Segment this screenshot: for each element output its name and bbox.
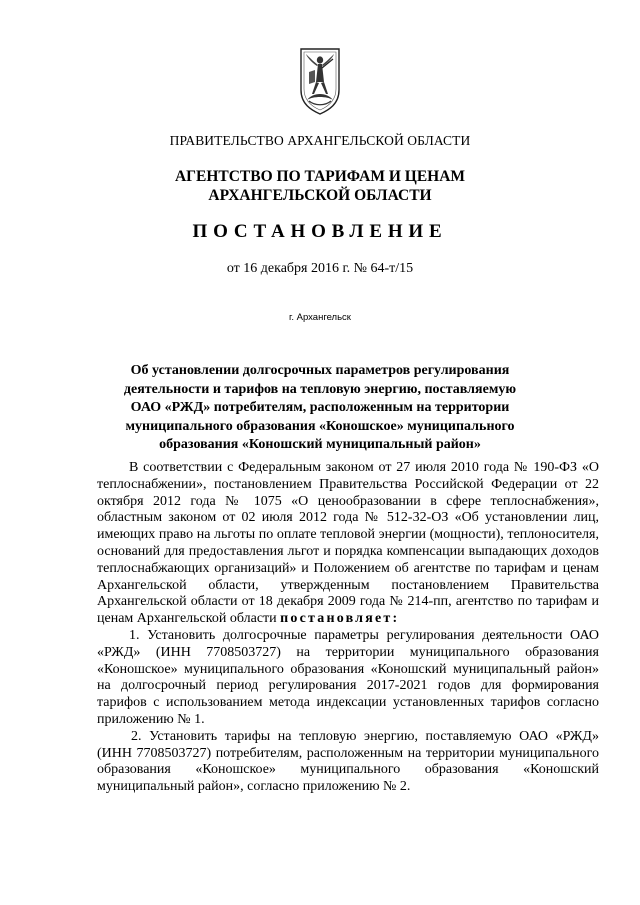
subject-line: ОАО «РЖД» потребителям, расположенным на территории [130, 400, 510, 416]
subject-line: Об установлении долгосрочных параметров регулирования [130, 363, 510, 378]
subject-line: муниципального образования «Коношское» муниципального [125, 418, 515, 434]
preamble-paragraph [97, 460, 599, 628]
government-name: ПРАВИТЕЛЬСТВО АРХАНГЕЛЬСКОЙ ОБЛАСТИ [169, 133, 471, 148]
decree-subject [0, 362, 640, 455]
decree-body [97, 460, 599, 796]
agency-name [0, 167, 640, 205]
subject-line: деятельности и тарифов на тепловую энергию, поставляемую [123, 381, 517, 397]
subject-line: образования «Коношский муниципальный район» [159, 437, 481, 453]
preamble-text: В соответствии с Федеральным законом от 27 июля 2010 года № 190-ФЗ «О теплоснабжении», постановлением Правительства Российской Федерации от 22 октября 2012 года № 1075 «О ценообразовании в сфере теплоснабжения», областным законом от 02 июля 2012 года № 512-32-ОЗ «Об установлении лиц, имеющих право на льготы по оплате тепловой энергии (мощности), теплоносителя, оснований для предоставления льгот и порядка компенсации выпадающих доходов теплоснабжающих организаций» и Положением об агентстве по тарифам и ценам Архангельской области, утвержденным постановлением Правительства Архангельской области от 18 декабря 2009 года № 214-пп, агентство по тарифам и ценам Архангельской области [97, 460, 599, 627]
decree-date-number: от 16 декабря 2016 г. № 64-т/15 [226, 261, 414, 276]
item-1-paragraph: 1. Установить долгосрочные параметры регулирования деятельности ОАО «РЖД» (ИНН 7708503727) на территории муниципального образования «Коношское» муниципального образования «Коношский муниципальный район» на долгосрочный период регулирования 2017-2021 годов для формирования тарифов с использованием метода индексации установленных тарифов согласно приложению № 1. [97, 627, 599, 727]
document-type: ПОСТАНОВЛЕНИЕ [192, 221, 448, 242]
decree-city: г. Архангельск [289, 312, 351, 323]
resolves-word: постановляет: [280, 611, 400, 627]
agency-name-line: АРХАНГЕЛЬСКОЙ ОБЛАСТИ [208, 187, 432, 204]
item-2-paragraph: 2. Установить тарифы на тепловую энергию, поставляемую ОАО «РЖД» (ИНН 7708503727) потребителям, расположенным на территории муниципального образования «Коношское» муниципального образования «Коношский муниципальный район», согласно приложению № 2. [97, 728, 599, 795]
coat-of-arms-icon [297, 46, 343, 116]
agency-name-line: АГЕНТСТВО ПО ТАРИФАМ И ЦЕНАМ [174, 168, 466, 185]
